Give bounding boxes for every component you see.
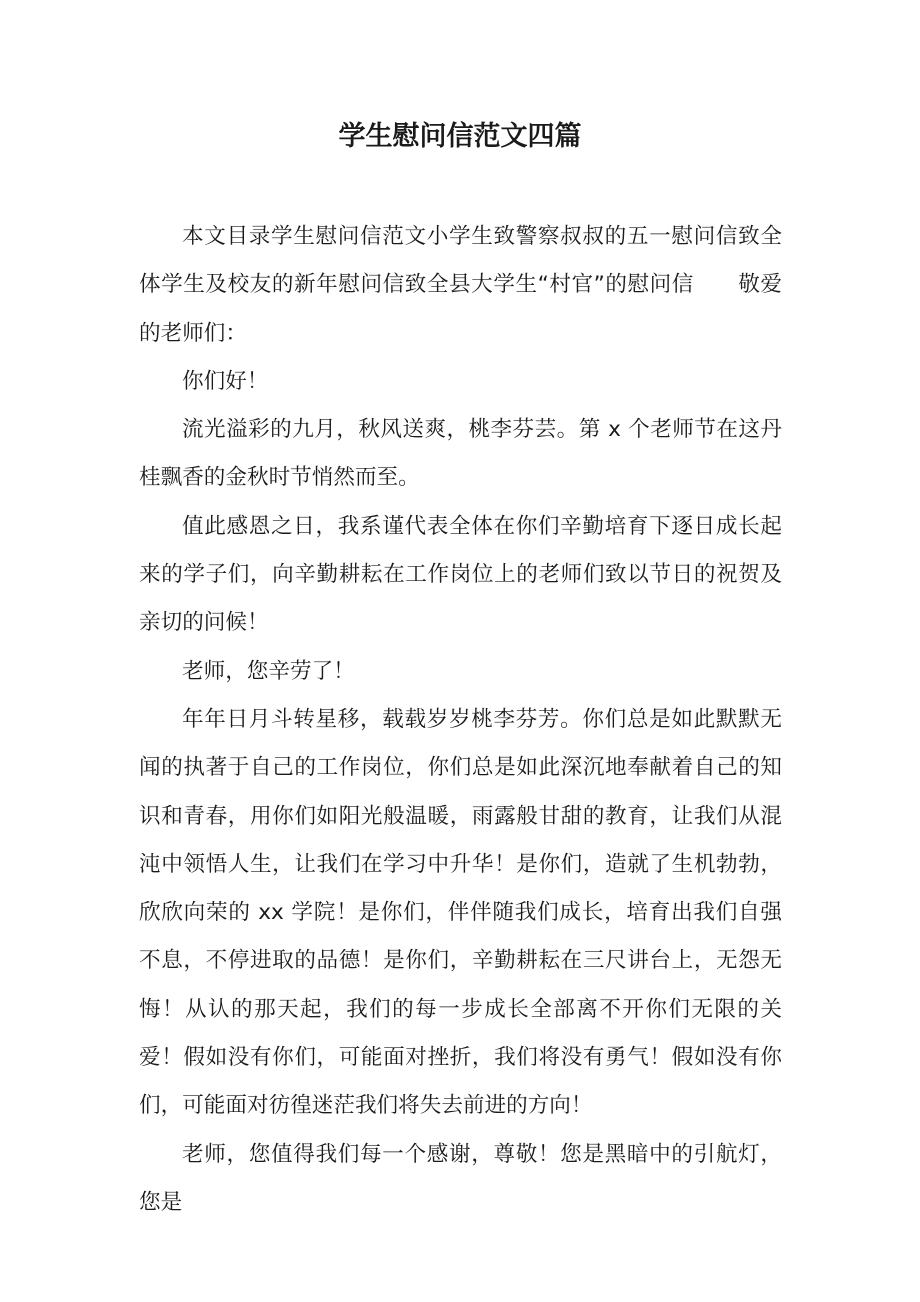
paragraph-hardwork: 老师，您辛劳了！ — [182, 658, 355, 684]
paragraph-season: 流光溢彩的九月，秋风送爽，桃李芬芸。第 x 个老师节在这丹桂飘香的金秋时节悄然而至。 — [139, 417, 782, 491]
paragraph-respect: 老师，您值得我们每一个感谢，尊敬！您是黑暗中的引航灯，您是 — [139, 1141, 782, 1215]
paragraph-greeting: 你们好！ — [182, 368, 269, 394]
document-title: 学生慰问信范文四篇 — [338, 121, 582, 152]
paragraph-thanks: 值此感恩之日，我系谨代表全体在你们辛勤培育下逐日成长起来的学子们，向辛勤耕耘在工作岗位上的老师们致以节日的祝贺及亲切的问候！ — [139, 513, 782, 636]
document-body — [139, 213, 782, 1227]
paragraph-dedication: 年年日月斗转星移，载载岁岁桃李芬芳。你们总是如此默默无闻的执著于自己的工作岗位，你们总是如此深沉地奉献着自己的知识和青春，用你们如阳光般温暖，雨露般甘甜的教育，让我们从混沌中领悟人生，让我们在学习中升华！是你们，造就了生机勃勃，欣欣向荣的 xx 学院！是你们，伴伴随我们成长，培育出我们自强不息，不停进取的品德！是你们，辛勤耕耘在三尺讲台上，无怨无悔！从认的那天起，我们的每一步成长全部离不开你们无限的关爱！假如没有你们，可能面对挫折，我们将没有勇气！假如没有你们，可能面对彷徨迷茫我们将失去前进的方向！ — [139, 706, 782, 1119]
paragraph-intro: 本文目录学生慰问信范文小学生致警察叔叔的五一慰问信致全体学生及校友的新年慰问信致全县大学生“村官”的慰问信 敬爱的老师们： — [139, 224, 782, 346]
